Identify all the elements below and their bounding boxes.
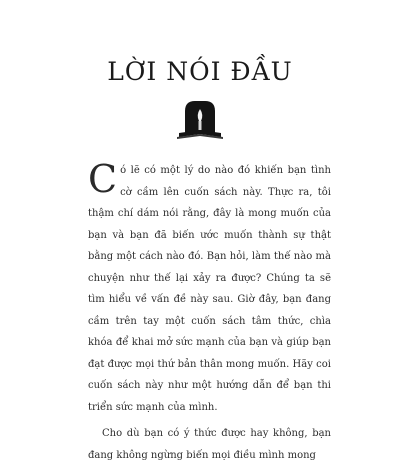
paragraph-2: Cho dù bạn có ý thức được hay không, bạn đang không ngừng biến mọi điều mình mong: [88, 428, 331, 461]
chapter-title: LỜI NÓI ĐẦU: [107, 57, 293, 86]
book-candle-icon: [175, 99, 225, 141]
paragraph-1-text: ó lẽ có một lý do nào đó khiến bạn tình cờ cầm lên cuốn sách này. Thực ra, tôi thậm chí dám nói rằng, đây là mong muốn của bạn và bạn đã biến ước muốn thành sự thật bằng một cách nào đó. Bạn hỏi, làm thế nào mà chuyện như thế lại xảy ra được? Chúng ta sẽ tìm hiểu về vấn đề này sau. Giờ đây, bạn đang cầm trên tay một cuốn sách tâm thức, chìa khóa để khai mở sức mạnh của bạn và giúp bạn đạt được mọi thứ bản thân mong muốn. Hãy coi cuốn sách này như một hướng dẫn để bạn thi triển sức mạnh của mình.: [88, 165, 331, 413]
drop-cap: C: [88, 157, 118, 201]
paragraph-1: [88, 157, 331, 418]
body-text: [88, 157, 331, 466]
